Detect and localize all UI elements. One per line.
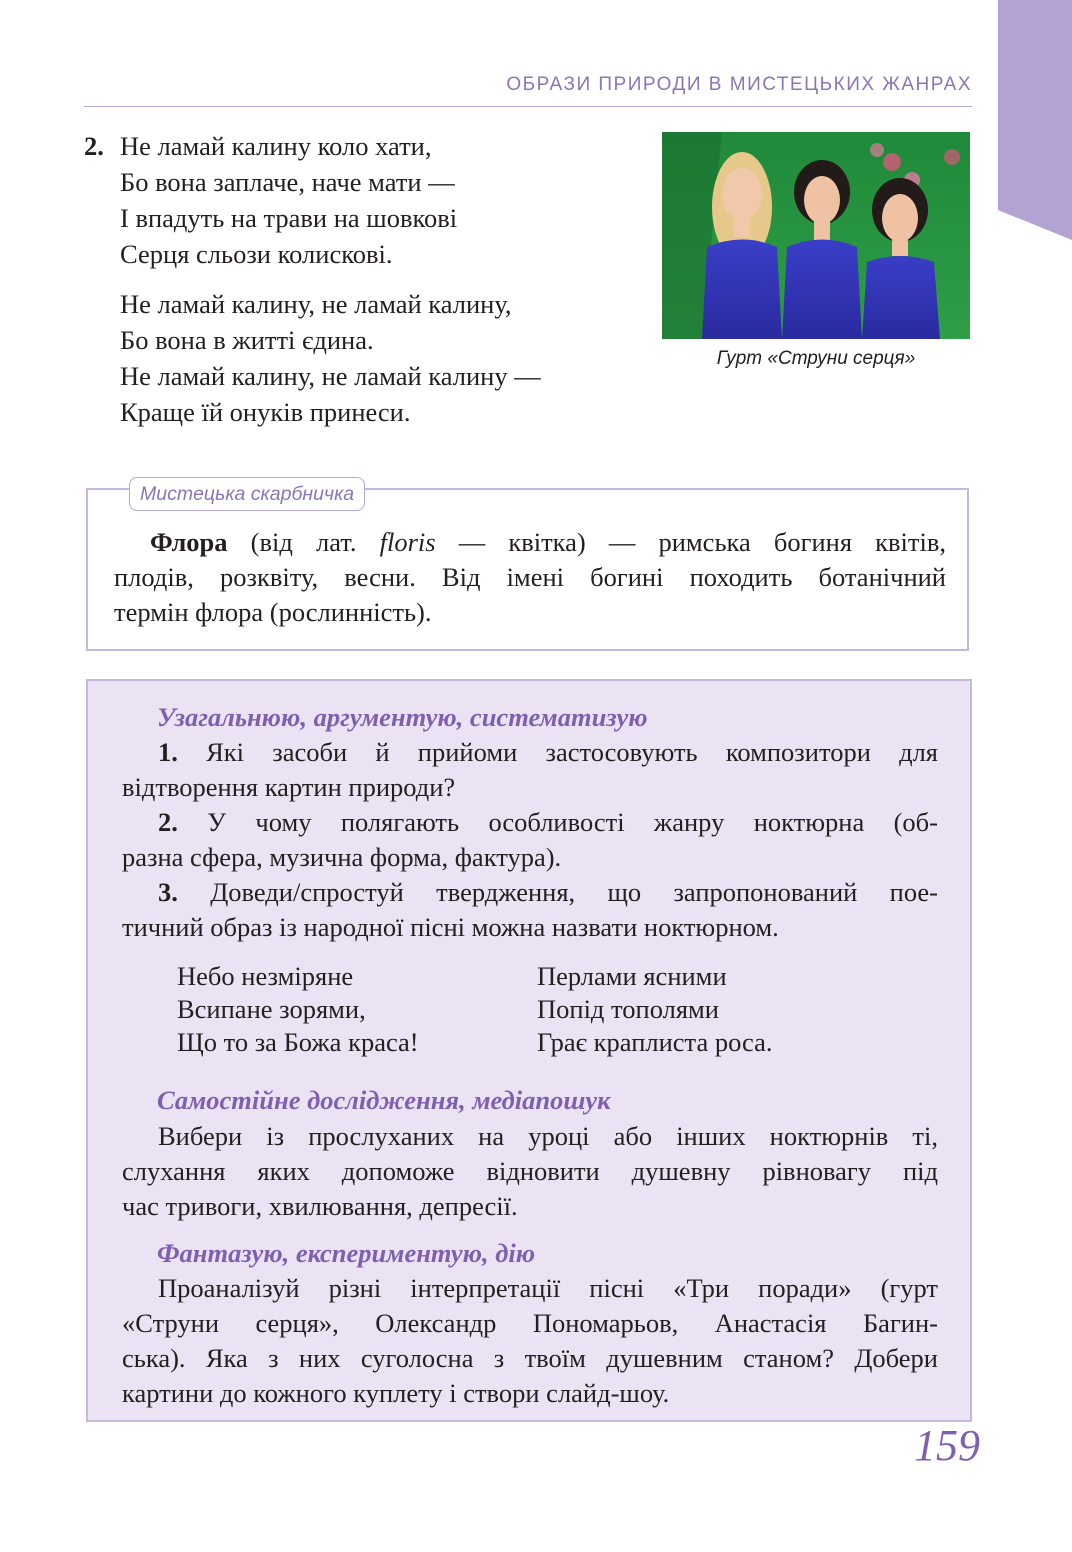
section-title-generalize: Узагальнюю, аргументую, систематизую: [157, 702, 648, 732]
poem-line: Попід тополями: [537, 994, 719, 1024]
song-stanza-2: [84, 286, 644, 430]
question-3: 3. Доведи/спростуй твердження, що запропонований пое-: [158, 877, 938, 907]
latin-word: floris: [379, 527, 436, 557]
treasury-label: Мистецька скарбничка: [129, 477, 365, 511]
fantasize-task: [122, 1271, 938, 1411]
section-title-research: Самостійне дослідження, медіапошук: [157, 1085, 611, 1115]
question-3-cont: тичний образ із народної пісні можна назвати ноктюрном.: [122, 912, 779, 942]
group-photo: [662, 132, 970, 339]
verse-line: Бо вона заплаче, наче мати —: [120, 167, 455, 197]
verse-line: Серця сльози колискові.: [120, 239, 393, 269]
task-line: Вибери із прослуханих на уроці або інших ноктюрнів ті,: [158, 1121, 938, 1151]
song-number: 2.: [84, 131, 104, 161]
question-2: 2. У чому полягають особливості жанру ноктюрна (об-: [158, 807, 938, 837]
research-task: [122, 1119, 938, 1224]
page-number: 159: [914, 1421, 980, 1470]
poem-line: Всипане зорями,: [177, 994, 366, 1024]
verse-line: Не ламай калину, не ламай калину —: [120, 361, 541, 391]
treasury-definition: [114, 525, 946, 630]
question-1-cont: відтворення картин природи?: [122, 772, 456, 802]
section-title-fantasize: Фантазую, експериментую, дію: [157, 1238, 536, 1268]
verse-line: І впадуть на трави на шовкові: [120, 203, 458, 233]
task-line: картини до кожного куплету і створи слайд-шоу.: [122, 1378, 670, 1408]
song-stanza-1: [84, 128, 644, 272]
question-1: 1. Які засоби й прийоми застосовують композитори для: [158, 737, 938, 767]
poem-line: Перлами ясними: [537, 961, 727, 991]
treasury-line: термін флора (рослинність).: [114, 597, 432, 627]
poem-line: Що то за Божа краса!: [177, 1027, 419, 1057]
task-line: час тривоги, хвилювання, депресії.: [122, 1191, 518, 1221]
treasury-line: плодів, розквіту, весни. Від імені богині походить ботанічний: [114, 562, 946, 592]
questions-block: [122, 735, 938, 945]
task-line: слухання яких допоможе відновити душевну рівновагу під: [122, 1156, 938, 1186]
task-line: ська). Яка з них суголосна з твоїм душевним станом? Добери: [122, 1343, 938, 1373]
photo-caption: Гурт «Струни серця»: [716, 348, 916, 369]
question-2-cont: разна сфера, музична форма, фактура).: [122, 842, 562, 872]
header-divider: [84, 106, 972, 107]
treasury-line: Флора (від лат. floris — квітка) — римська богиня квітів,: [150, 527, 946, 557]
chapter-tab: [998, 0, 1072, 240]
running-header: ОБРАЗИ ПРИРОДИ В МИСТЕЦЬКИХ ЖАНРАХ: [506, 74, 972, 95]
task-line: «Струни серця», Олександр Пономарьов, Анастасія Багин-: [122, 1308, 938, 1338]
poem-column-1: [177, 960, 419, 1059]
task-line: Проаналізуй різні інтерпретації пісні «Три поради» (гурт: [158, 1273, 938, 1303]
poem-column-2: [537, 960, 772, 1059]
term-flora: Флора: [150, 527, 228, 557]
poem-line: Небо незміряне: [177, 961, 354, 991]
poem-line: Грає краплиста роса.: [537, 1027, 773, 1057]
verse-line: Бо вона в житті єдина.: [120, 325, 374, 355]
verse-line: Не ламай калину, не ламай калину,: [120, 289, 512, 319]
verse-line: Не ламай калину коло хати,: [120, 131, 432, 161]
verse-line: Краще їй онуків принеси.: [120, 397, 411, 427]
